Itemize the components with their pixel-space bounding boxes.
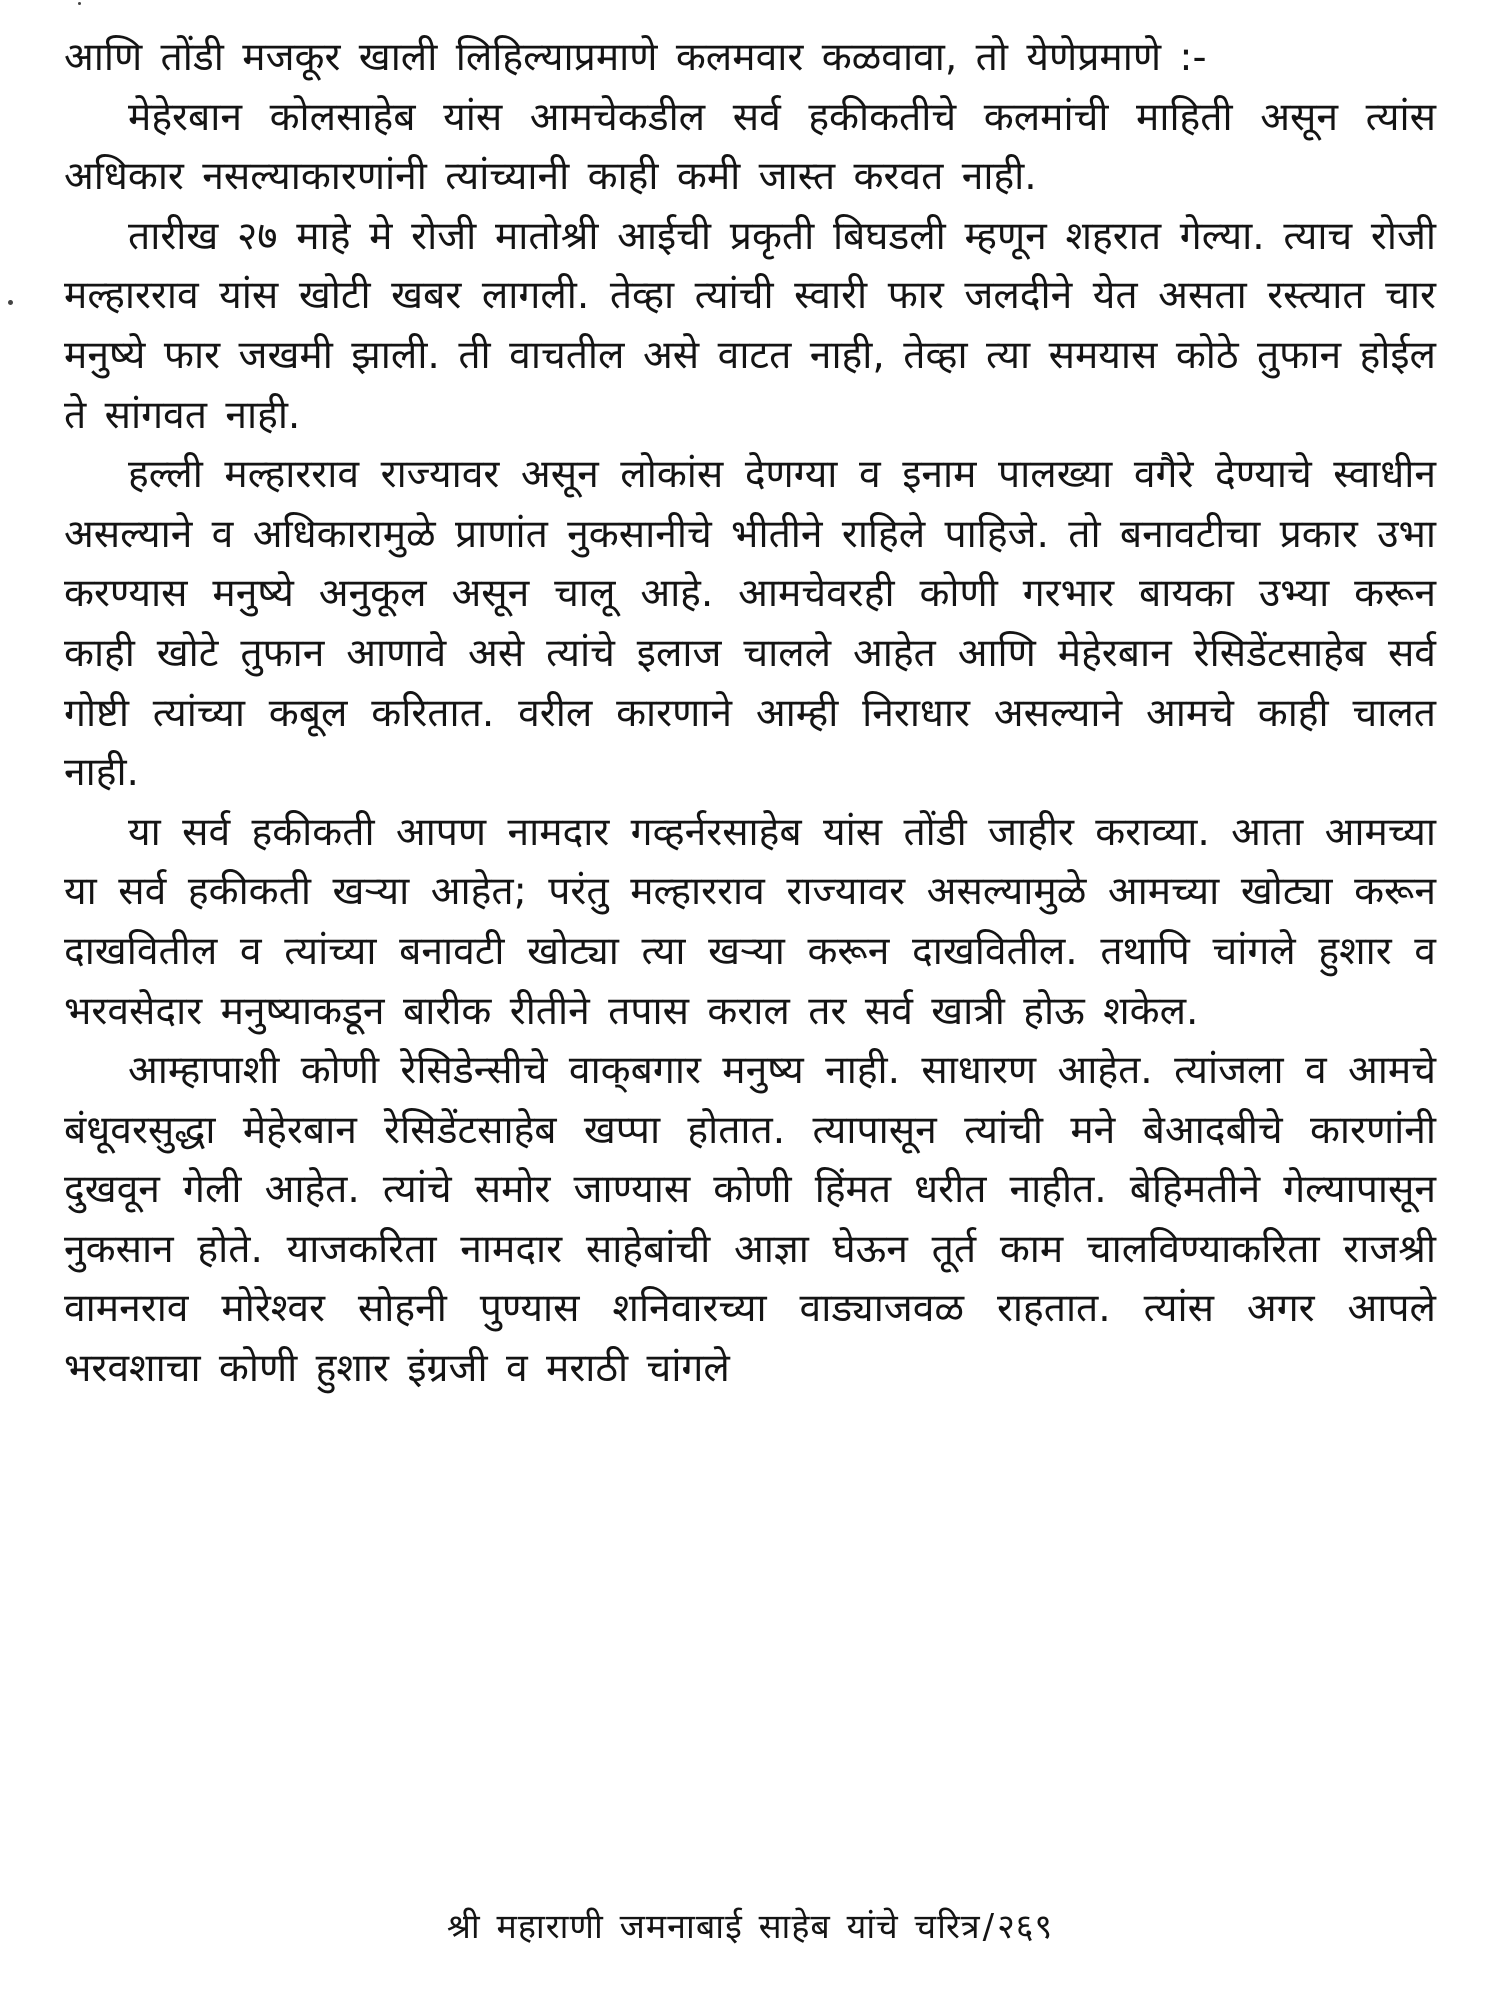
body-text <box>64 28 1436 1399</box>
paragraph-opening: आणि तोंडी मजकूर खाली लिहिल्याप्रमाणे कलमवार कळवावा, तो येणेप्रमाणे :- <box>64 35 1207 80</box>
paragraph-residency: आम्हापाशी कोणी रेसिडेन्सीचे वाक्‌बगार मनुष्य नाही. साधारण आहेत. त्यांजला व आमचे बंधूवरसुद्धा मेहेरबान रेसिडेंटसाहेब खप्पा होतात. त्यापासून त्यांची मने बेआदबीचे कारणांनी दुखवून गेली आहेत. त्यांचे समोर जाण्यास कोणी हिंमत धरीत नाहीत. बेहिमतीने गेल्यापासून नुकसान होते. याजकरिता नामदार साहेबांची आज्ञा घेऊन तूर्त काम चालविण्याकरिता राजश्री वामनराव मोरेश्वर सोहनी पुण्यास शनिवारच्या वाड्याजवळ राहतात. त्यांस अगर आपले भरवशाचा कोणी हुशार इंग्रजी व मराठी चांगले <box>64 1048 1436 1392</box>
scan-speck <box>8 300 13 305</box>
paragraph-cole-saheb: मेहेरबान कोलसाहेब यांस आमचेकडील सर्व हकीकतीचे कलमांची माहिती असून त्यांस अधिकार नसल्याकारणांनी त्यांच्यानी काही कमी जास्त करवत नाही. <box>64 94 1436 200</box>
page-footer <box>0 1905 1500 1949</box>
paragraph-governor-report: या सर्व हकीकती आपण नामदार गव्हर्नरसाहेब यांस तोंडी जाहीर कराव्या. आता आमच्या या सर्व हकीकती खऱ्या आहेत; परंतु मल्हारराव राज्यावर असल्यामुळे आमच्या खोट्या करून दाखवितील व त्यांच्या बनावटी खोट्या त्या खऱ्या करून दाखवितील. तथापि चांगले हुशार व भरवसेदार मनुष्याकडून बारीक रीतीने तपास कराल तर सर्व खात्री होऊ शकेल. <box>64 809 1436 1034</box>
footer-book-title: श्री महाराणी जमनाबाई साहेब यांचे चरित्र <box>446 1907 981 1947</box>
scan-speck <box>78 2 81 5</box>
footer-separator: / <box>982 1907 996 1947</box>
paragraph-malharrao-rule: हल्ली मल्हारराव राज्यावर असून लोकांस देणग्या व इनाम पालख्या वगैरे देण्याचे स्वाधीन असल्याने व अधिकारामुळे प्राणांत नुकसानीचे भीतीने राहिले पाहिजे. तो बनावटीचा प्रकार उभा करण्यास मनुष्ये अनुकूल असून चालू आहे. आमचेवरही कोणी गरभार बायका उभ्या करून काही खोटे तुफान आणावे असे त्यांचे इलाज चालले आहेत आणि मेहेरबान रेसिडेंटसाहेब सर्व गोष्टी त्यांच्या कबूल करितात. वरील कारणाने आम्ही निराधार असल्याने आमचे काही चालत नाही. <box>64 452 1436 796</box>
page-number: २६९ <box>997 1907 1054 1947</box>
paragraph-date-27-may: तारीख २७ माहे मे रोजी मातोश्री आईची प्रकृती बिघडली म्हणून शहरात गेल्या. त्याच रोजी मल्हारराव यांस खोटी खबर लागली. तेव्हा त्यांची स्वारी फार जलदीने येत असता रस्त्यात चार मनुष्ये फार जखमी झाली. ती वाचतील असे वाटत नाही, तेव्हा त्या समयास कोठे तुफान होईल ते सांगवत नाही. <box>64 213 1436 438</box>
